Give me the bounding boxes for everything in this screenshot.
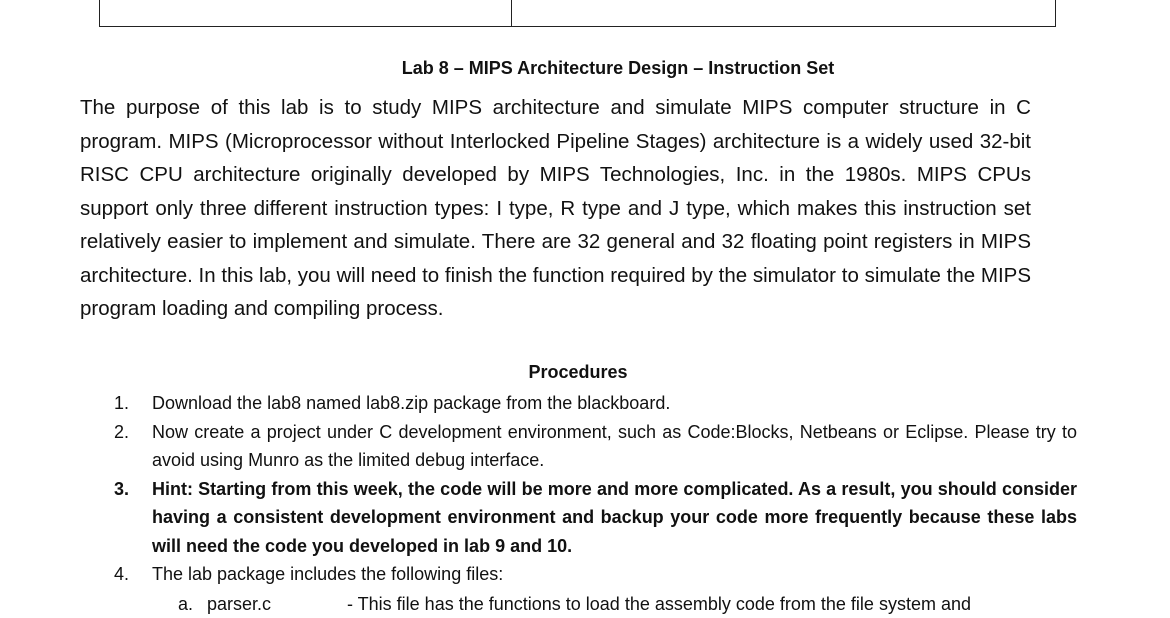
file-list-item: [178, 590, 1077, 618]
procedure-text: Download the lab8 named lab8.zip package from the blackboard.: [152, 393, 671, 413]
procedure-number: 2.: [114, 421, 130, 442]
file-letter: a.: [178, 594, 194, 614]
procedure-text: Now create a project under C development environment, such as Code:Blocks, Netbeans or Eclipse. Please try to avoid using Munro as the limited debug interface.: [152, 421, 1077, 470]
header-table: [99, 0, 1056, 27]
file-description: - This file has the functions to load the assembly code from the file system and: [347, 594, 971, 614]
procedure-item: [114, 418, 1077, 475]
procedure-number: 1.: [114, 393, 130, 413]
intro-paragraph: The purpose of this lab is to study MIPS architecture and simulate MIPS computer structure in C program. MIPS (Microprocessor without Interlocked Pipeline Stages) architecture is a widely used 32-bit RISC CPU architecture originally developed by MIPS Technologies, Inc. in the 1980s. MIPS CPUs support only three different instruction types: I type, R type and J type, which makes this instruction set relatively easier to implement and simulate. There are 32 general and 32 floating point registers in MIPS architecture. In this lab, you will need to finish the function required by the simulator to simulate the MIPS program loading and compiling process.: [80, 96, 1031, 320]
procedure-item: [114, 389, 1077, 418]
procedures-list: [114, 389, 1077, 589]
procedure-text: The lab package includes the following files:: [152, 564, 504, 584]
procedure-number: 3.: [114, 478, 130, 499]
procedure-item: [114, 560, 1077, 589]
procedure-text: Hint: Starting from this week, the code will be more and more complicated. As a result, you should consider having a consistent development environment and backup your code more frequently because these labs will need the code you developed in lab 9 and 10.: [152, 478, 1077, 556]
lab-title: Lab 8 – MIPS Architecture Design – Instruction Set: [401, 58, 835, 78]
procedure-number: 4.: [114, 564, 130, 584]
procedures-heading: Procedures: [528, 362, 628, 382]
procedure-item-hint: [114, 475, 1077, 561]
file-name: parser.c: [207, 594, 272, 614]
table-divider: [511, 0, 512, 26]
